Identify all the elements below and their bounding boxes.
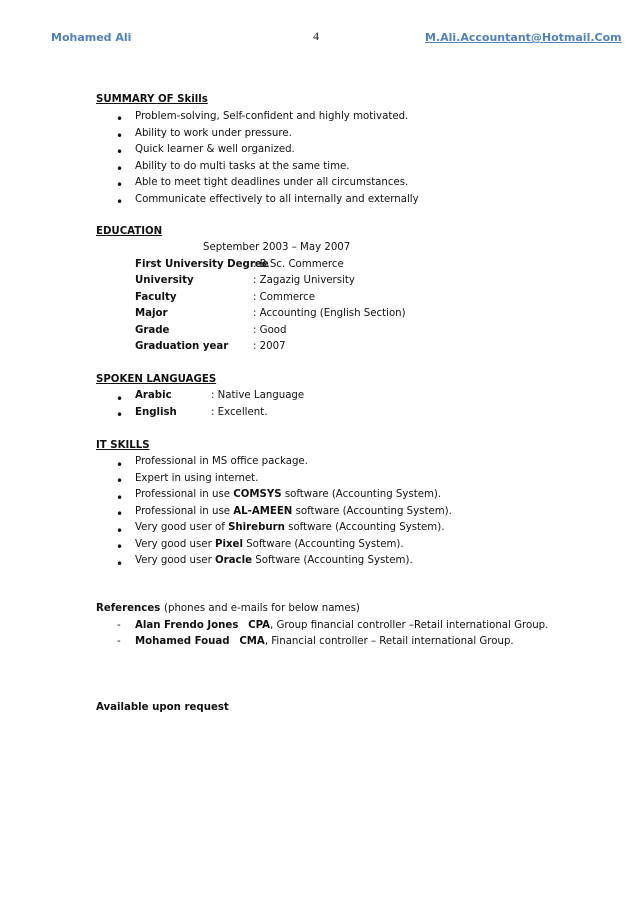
bullet-icon: • [116, 162, 124, 176]
reference-desc: , Group financial controller –Retail international Group. [270, 620, 549, 631]
bullet-icon: • [116, 540, 124, 554]
dash-marker: - [117, 636, 121, 647]
bullet-icon: • [116, 507, 124, 521]
bullet-icon: • [116, 145, 124, 159]
bullet-icon: • [116, 195, 124, 209]
reference-cert: CMA [239, 636, 265, 647]
summary-heading: SUMMARY OF Skills [96, 94, 208, 105]
references-heading: References [96, 603, 161, 614]
it-skill-software: AL-AMEEN [233, 506, 293, 517]
education-value: : Good [253, 325, 287, 336]
reference-item [135, 636, 514, 647]
it-skill-software: Pixel [215, 539, 243, 550]
it-skill-software: COMSYS [233, 489, 282, 500]
it-skill-software: Oracle [215, 555, 252, 566]
it-skill-item [135, 473, 258, 484]
reference-name: Mohamed Fouad [135, 636, 230, 647]
language-name: Arabic [135, 390, 172, 401]
languages-heading: SPOKEN LANGUAGES [96, 374, 217, 385]
education-label: Major [135, 308, 168, 319]
it-skill-text: software (Accounting System). [292, 506, 452, 517]
it-skill-item [135, 539, 404, 550]
education-dates: September 2003 – May 2007 [203, 242, 351, 253]
it-skill-text: Very good user [135, 555, 215, 566]
it-skill-text: software (Accounting System). [281, 489, 442, 500]
it-skill-text: Expert in using internet. [135, 473, 259, 484]
reference-cert: CPA [248, 620, 271, 631]
references-note: (phones and e-mails for below names) [164, 603, 360, 614]
header-email-link[interactable]: M.Ali.Accountant@Hotmail.Com [425, 31, 622, 44]
language-name: English [135, 407, 177, 418]
bullet-icon: • [116, 491, 124, 505]
it-skill-software: Shireburn [228, 522, 285, 533]
summary-item: Able to meet tight deadlines under all circumstances. [135, 177, 409, 188]
it-skill-text: Professional in use [135, 506, 234, 517]
language-level: : Native Language [211, 390, 305, 401]
it-skill-item [135, 506, 452, 517]
education-value: : 2007 [253, 341, 286, 352]
education-value: : Zagazig University [253, 275, 355, 286]
education-value: : Commerce [253, 292, 315, 303]
bullet-icon: • [116, 524, 124, 538]
it-skill-item [135, 489, 441, 500]
it-skill-item [135, 522, 444, 533]
education-value: : Accounting (English Section) [253, 308, 406, 319]
education-label: University [135, 275, 194, 286]
page-number: 4 [313, 29, 319, 43]
it-skills-heading: IT SKILLS [96, 440, 150, 451]
bullet-icon: • [116, 557, 124, 571]
education-label: Grade [135, 325, 170, 336]
reference-item [135, 620, 548, 631]
it-skill-text: Software (Accounting System). [252, 555, 413, 566]
summary-item: Communicate effectively to all internally and externally [135, 194, 419, 205]
education-label: Faculty [135, 292, 177, 303]
education-value: : B.Sc. Commerce [253, 259, 344, 270]
summary-item: Problem-solving, Self-confident and highly motivated. [135, 111, 409, 122]
reference-name: Alan Frendo Jones [135, 620, 239, 631]
summary-item: Ability to do multi tasks at the same time. [135, 161, 350, 172]
it-skill-text: Very good user [135, 539, 215, 550]
dash-marker: - [117, 620, 121, 631]
it-skill-text: Software (Accounting System). [242, 539, 404, 550]
bullet-icon: • [116, 178, 124, 192]
reference-desc: , Financial controller – Retail international Group. [264, 636, 514, 647]
bullet-icon: • [116, 474, 124, 488]
language-level: : Excellent. [211, 407, 268, 418]
it-skill-text: Professional in use [135, 489, 234, 500]
it-skill-text: Very good user of [135, 522, 229, 533]
education-heading: EDUCATION [96, 226, 163, 237]
it-skill-text: software (Accounting System). [284, 522, 445, 533]
header-name: Mohamed Ali [51, 31, 132, 44]
education-label: Graduation year [135, 341, 229, 352]
summary-item: Ability to work under pressure. [135, 128, 292, 139]
bullet-icon: • [116, 129, 124, 143]
summary-item: Quick learner & well organized. [135, 144, 295, 155]
it-skill-item [135, 555, 413, 566]
education-label: First University Degree [135, 259, 269, 270]
it-skill-text: Professional in MS office package. [135, 456, 308, 467]
bullet-icon: • [116, 458, 124, 472]
it-skill-item [135, 456, 308, 467]
bullet-icon: • [116, 408, 124, 422]
bullet-icon: • [116, 392, 124, 406]
bullet-icon: • [116, 112, 124, 126]
available-upon-request: Available upon request [96, 702, 229, 713]
